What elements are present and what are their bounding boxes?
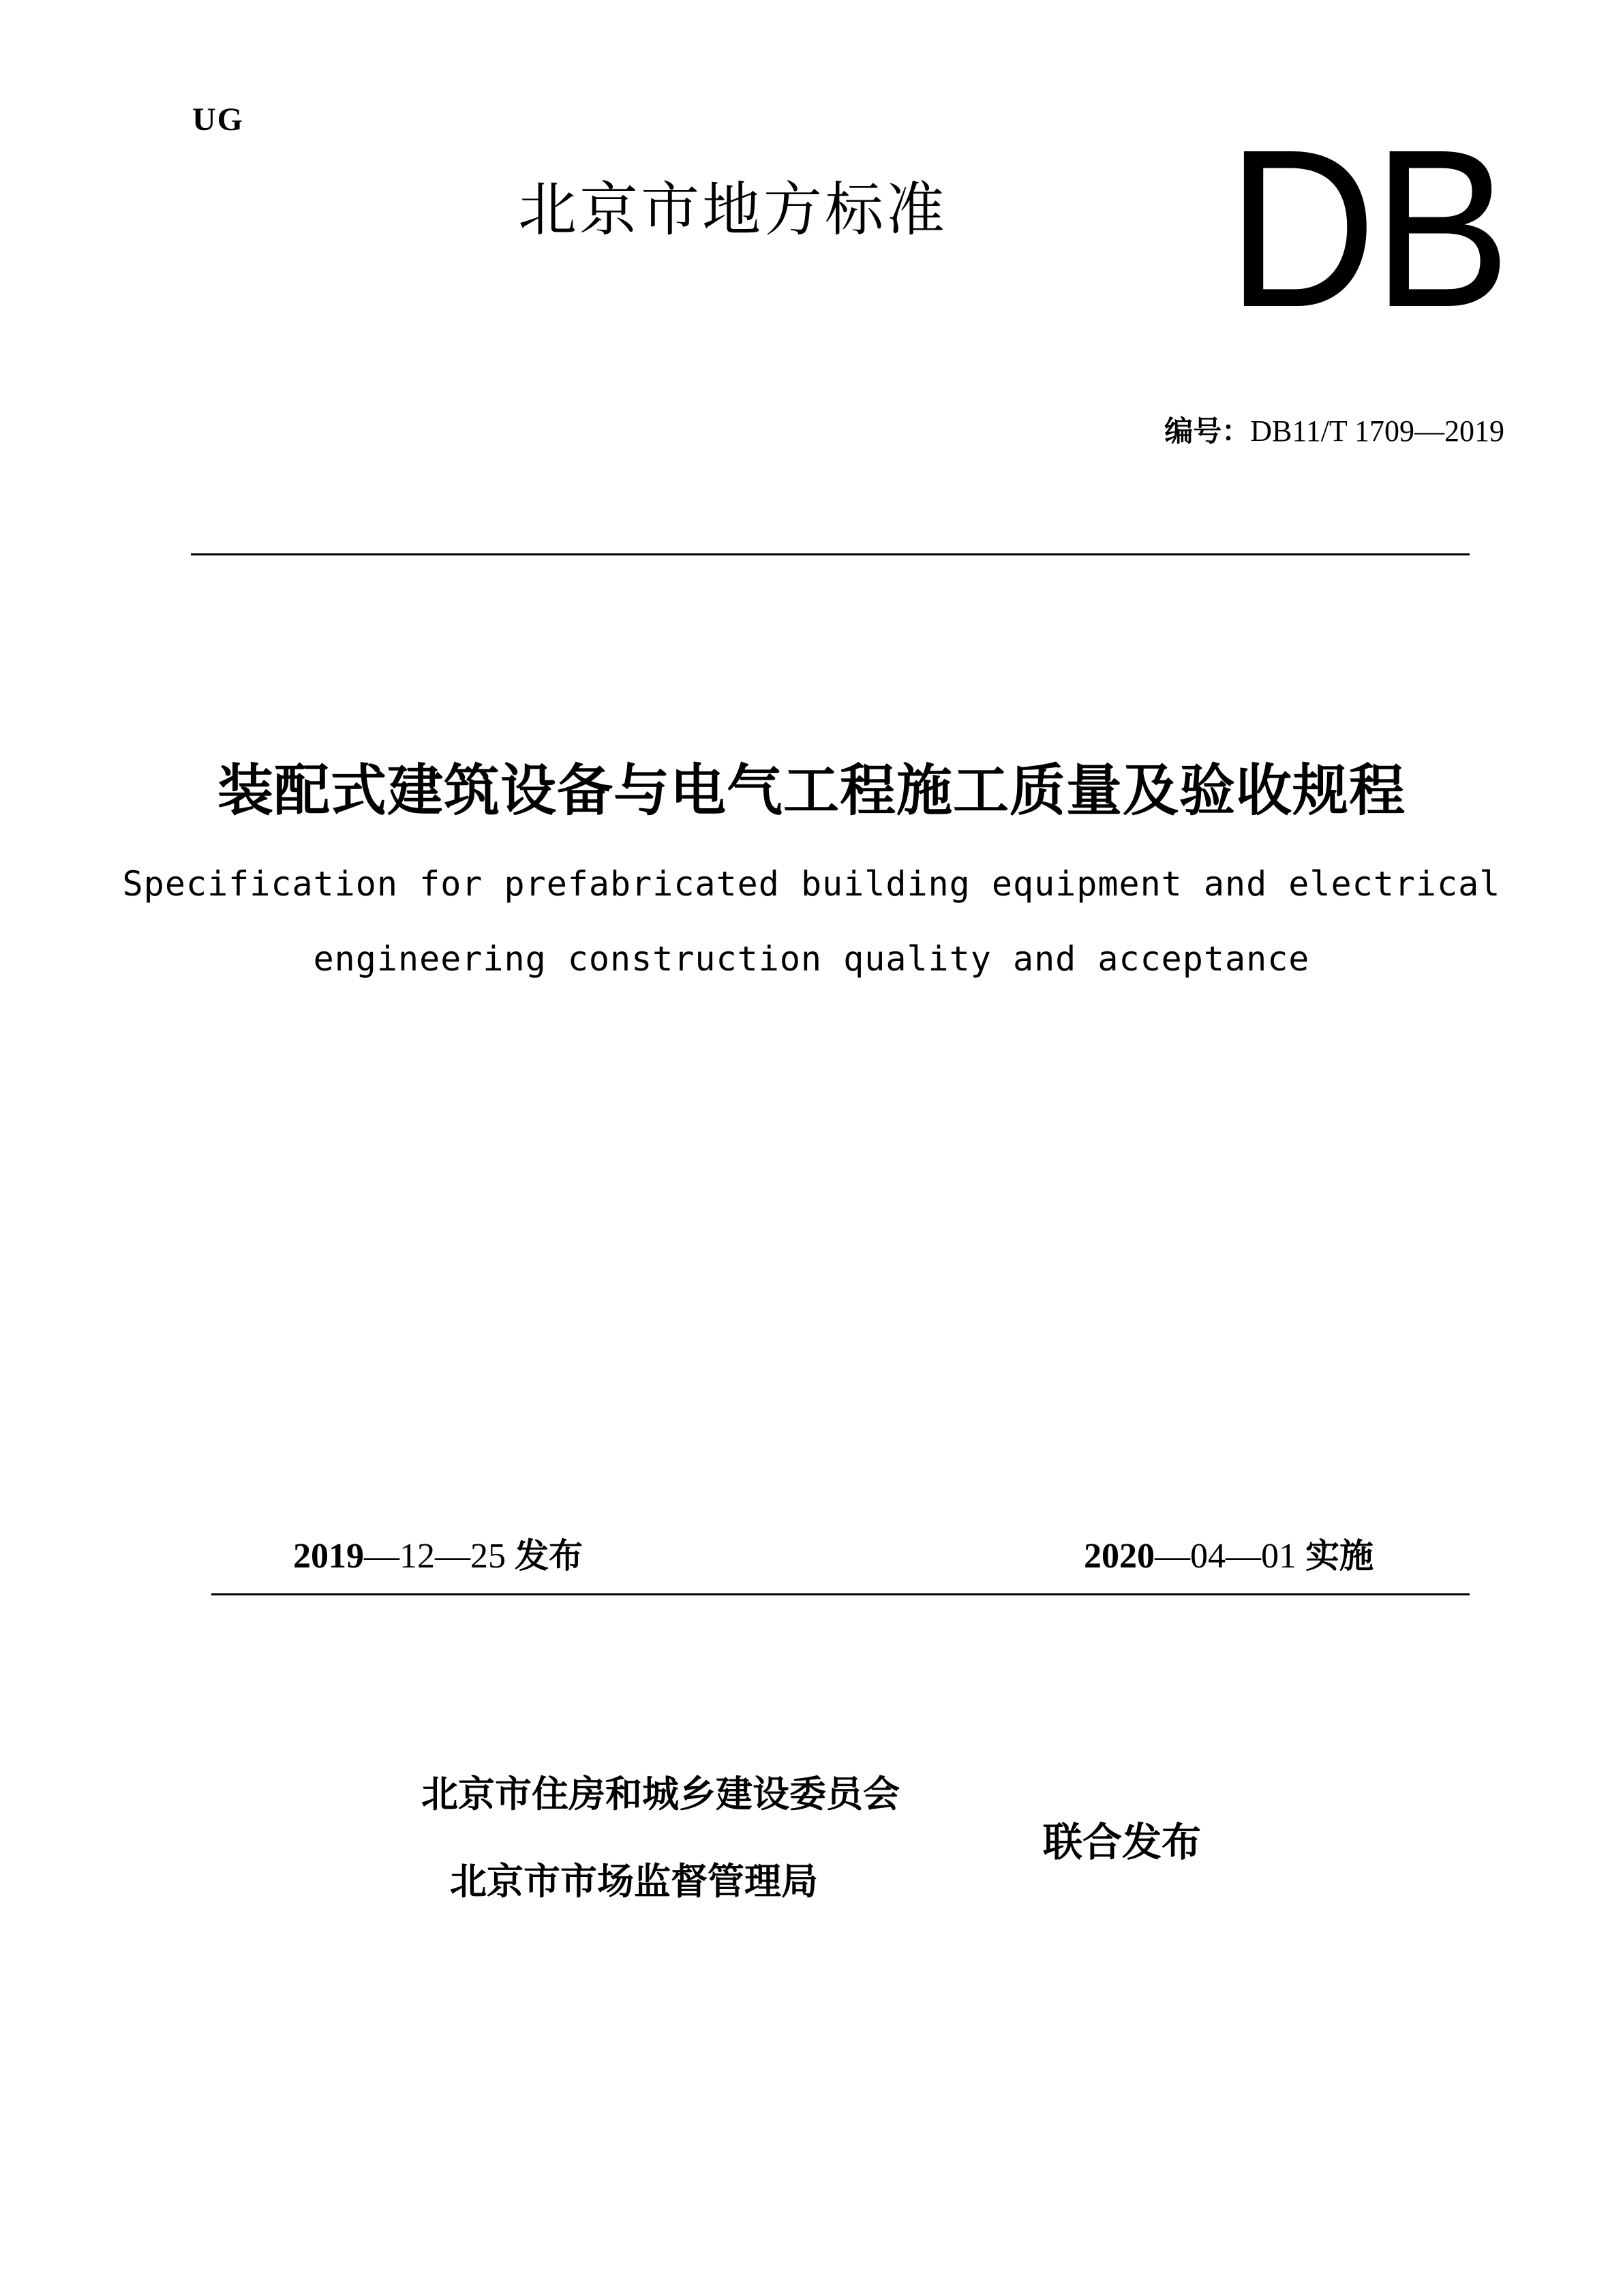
implementation-date-label: 实施: [1305, 1536, 1374, 1576]
standard-number-value: DB11/T 1709—2019: [1250, 414, 1504, 448]
top-divider: [191, 553, 1470, 555]
implementation-date-year: 2020: [1084, 1537, 1155, 1576]
db-logo: DB: [1227, 102, 1507, 354]
standard-number-label: 编号：: [1164, 414, 1251, 448]
issue-date-year: 2019: [293, 1537, 364, 1576]
implementation-date-rest: —04—01: [1155, 1537, 1296, 1576]
standard-kind: 北京市地方标准: [518, 176, 947, 244]
bottom-divider: [211, 1593, 1470, 1595]
standard-number: [1164, 409, 1504, 450]
issue-date-label: 发布: [515, 1536, 583, 1576]
issue-date: [293, 1529, 583, 1578]
classification-code: UG: [192, 102, 244, 138]
implementation-date: [1084, 1529, 1374, 1578]
document-title-english-line-1: Specification for prefabricated building equipment and electrical: [122, 864, 1501, 904]
issue-date-rest: —12—25: [364, 1537, 506, 1576]
document-title-chinese: 装配式建筑设备与电气工程施工质量及验收规程: [217, 759, 1406, 823]
issuer-housing-commission: 北京市住房和城乡建设委员会: [421, 1773, 900, 1816]
document-title-english-line-2: engineering construction quality and acceptance: [313, 939, 1310, 979]
issuer-market-regulation: 北京市市场监督管理局: [450, 1860, 818, 1903]
joint-issue-label: 联合发布: [1043, 1819, 1202, 1865]
